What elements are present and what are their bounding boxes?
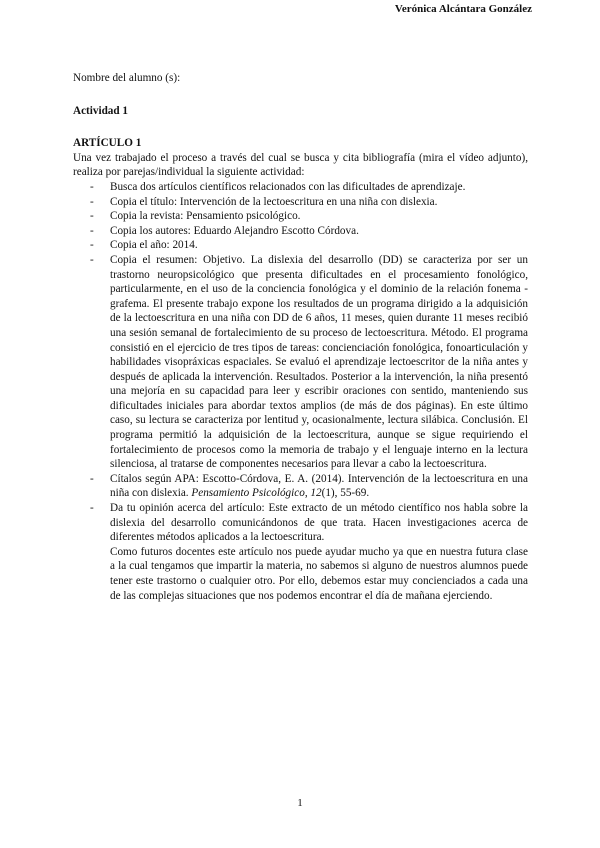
citation-separator: , [304, 487, 311, 500]
citation-journal: Pensamiento Psicológico [191, 487, 305, 500]
citation-suffix: (1), 55-69. [321, 487, 370, 500]
list-item: - Copia los autores: Eduardo Alejandro Escotto Córdova. [73, 224, 528, 239]
citation-volume: 12 [310, 487, 322, 500]
header-author: Verónica Alcántara González [394, 3, 532, 15]
article-title: ARTÍCULO 1 [73, 137, 142, 150]
document-body [73, 71, 528, 603]
citation-text: Cítalos según APA: Escotto-Córdova, E. A. (2014). Intervención de la lectoescritura en una niña con dislexia. [110, 472, 528, 500]
activity-title: Actividad 1 [73, 104, 129, 117]
list-item: - Copia el año: 2014. [73, 238, 528, 253]
opinion-followup: Como futuros docentes este artículo nos puede ayudar mucho ya que en nuestra futura clase a la cual tengamos que impartir la materia, no sabemos si alguno de nuestros alumnos puede tener este trastorno o cualquier otro. Por ello, debemos estar muy concienciados a cada una de las complejas situaciones que nos podemos encontrar el día de mañana ejerciendo. [110, 545, 528, 602]
page-number: 1 [297, 797, 303, 809]
list-item: - Copia la revista: Pensamiento psicológico. [73, 209, 528, 224]
task-list [73, 180, 528, 545]
list-item: - Busca dos artículos científicos relacionados con las dificultades de aprendizaje. [73, 180, 528, 195]
intro-paragraph: Una vez trabajado el proceso a través del cual se busca y cita bibliografía (mira el vídeo adjunto), realiza por parejas/individual la siguiente actividad: [73, 151, 528, 179]
student-name-label: Nombre del alumno (s): [73, 72, 181, 84]
citation-item [73, 472, 528, 501]
list-item: - Copia el título: Intervención de la lectoescritura en una niña con dislexia. [73, 195, 528, 210]
list-item: - Copia el resumen: Objetivo. La dislexia del desarrollo (DD) se caracteriza por ser un trastorno neuropsicológico que presenta dificultades en el procesamiento fonológico, particularmente, en el uso de la conciencia fonológica y el dominio de la relación fonema - grafema. El presente trabajo expone los resultados de un programa dirigido a la adquisición de la lectoescritura en una niña con DD de 6 años, 11 meses, quien durante 11 meses recibió una sesión semanal de fortalecimiento de su proceso de lectoescritura. Método. El programa consistió en el ejercicio de tres tipos de tareas: concienciación fonológica, fonoarticulación y habilidades visopráxicas espaciales. Se evaluó el aprendizaje lectoescritor de la niña antes y después de aplicada la intervención. Resultados. Posterior a la intervención, la niña presentó una mejoría en su capacidad para leer y escribir oraciones con sentido, manteniendo sus dificultades iniciales para abordar textos amplios (de más de dos páginas). En este último caso, su lectura se caracteriza por lentitud y, ocasionalmente, lectura silábica. Conclusión. El programa permitió la adquisición de la lectoescritura, aunque se sigue requiriendo el fortalecimiento de procesos como la memoria de trabajo y el lenguaje interno en la lectura silenciosa, al tratarse de componentes necesarios para llevar a cabo la lectoescritura. [73, 253, 528, 472]
opinion-item: - Da tu opinión acerca del artículo: Este extracto de un método científico nos habla sobre la dislexia del desarrollo comunicándonos de que trata. Hacen investigaciones acerca de diferentes métodos aplicados a la lectoescritura. [73, 501, 528, 545]
